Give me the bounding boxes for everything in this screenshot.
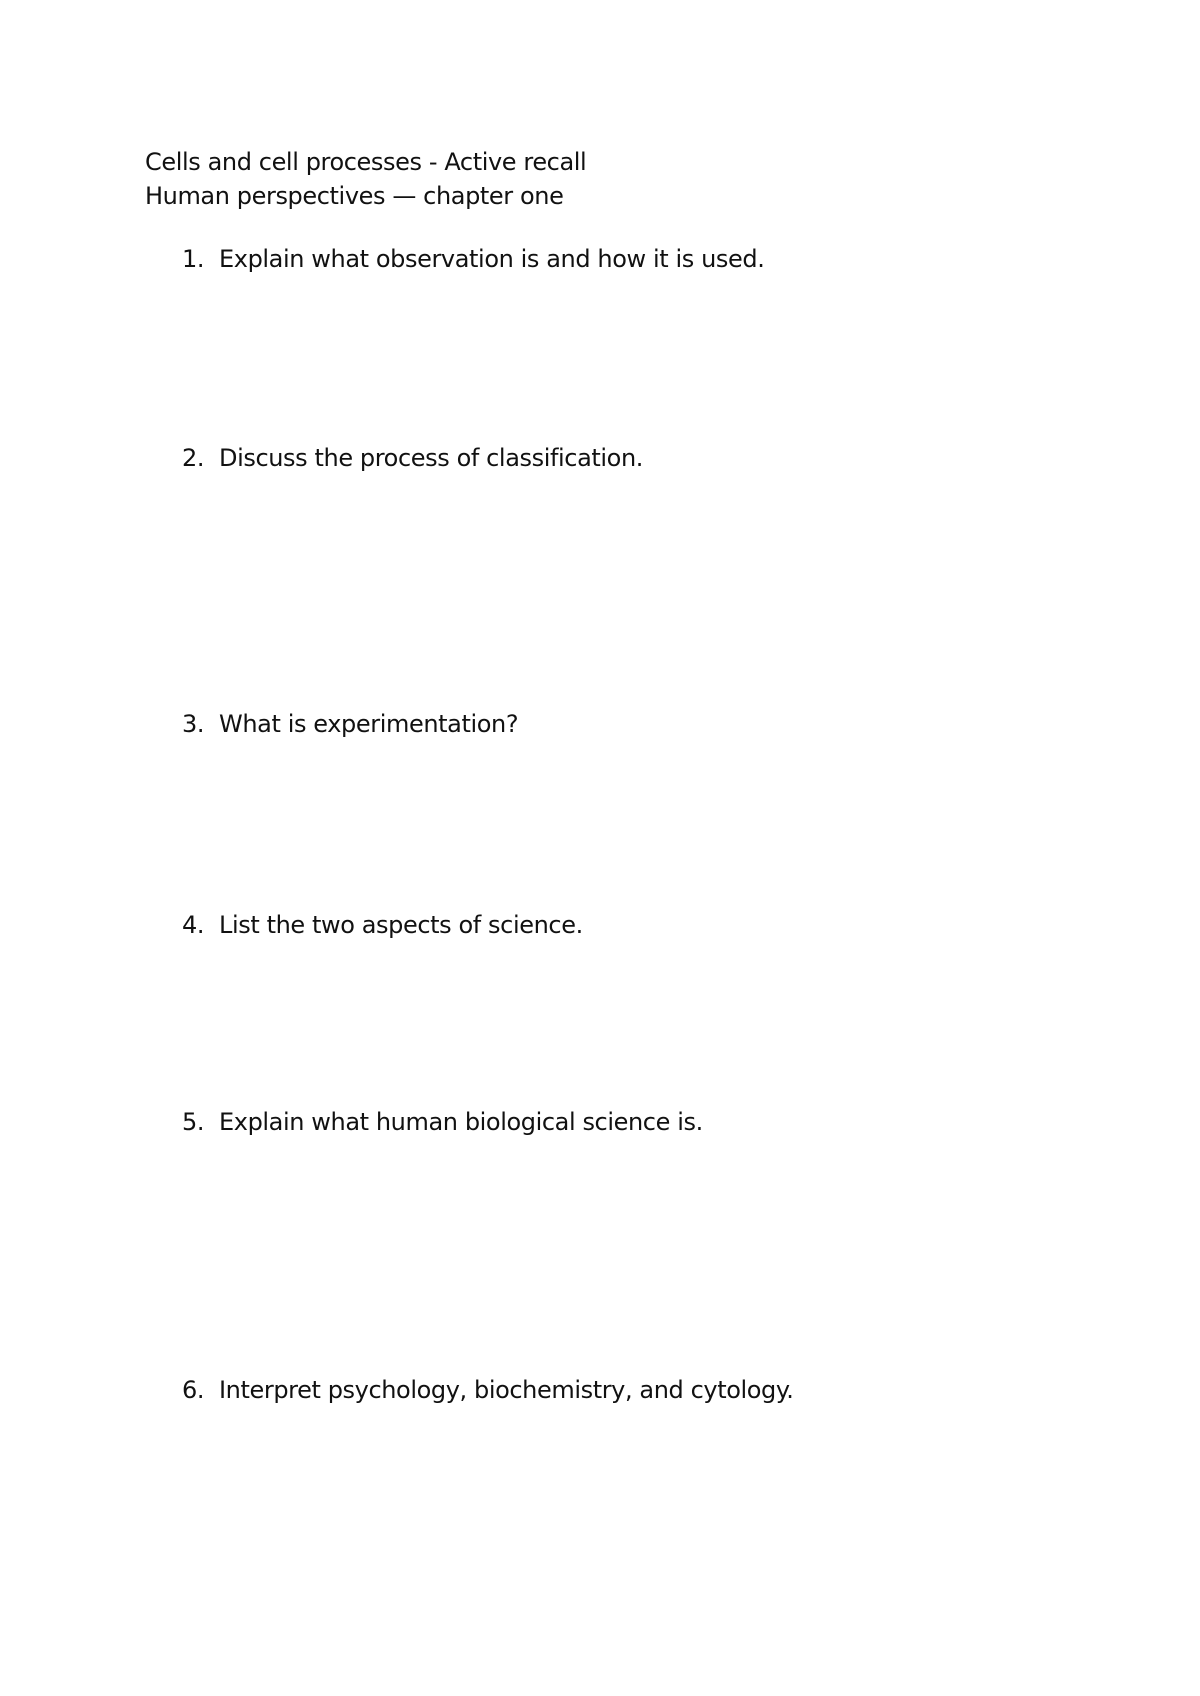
question-text: Discuss the process of classification. — [219, 444, 643, 472]
question-item — [182, 911, 583, 939]
question-number: 3. — [182, 710, 205, 738]
question-item — [182, 1108, 703, 1136]
worksheet-title: Cells and cell processes - Active recall — [145, 148, 587, 176]
question-number: 4. — [182, 911, 205, 939]
question-item — [182, 444, 643, 472]
question-number: 1. — [182, 245, 205, 273]
question-text: Explain what observation is and how it is used. — [219, 245, 765, 273]
question-text: Interpret psychology, biochemistry, and cytology. — [219, 1376, 794, 1404]
question-item — [182, 245, 764, 273]
worksheet-subtitle: Human perspectives — chapter one — [145, 182, 564, 210]
question-number: 2. — [182, 444, 205, 472]
question-number: 5. — [182, 1108, 205, 1136]
question-text: List the two aspects of science. — [219, 911, 583, 939]
question-number: 6. — [182, 1376, 205, 1404]
question-text: What is experimentation? — [219, 710, 519, 738]
question-text: Explain what human biological science is. — [219, 1108, 703, 1136]
question-item — [182, 1376, 794, 1404]
question-item — [182, 710, 518, 738]
